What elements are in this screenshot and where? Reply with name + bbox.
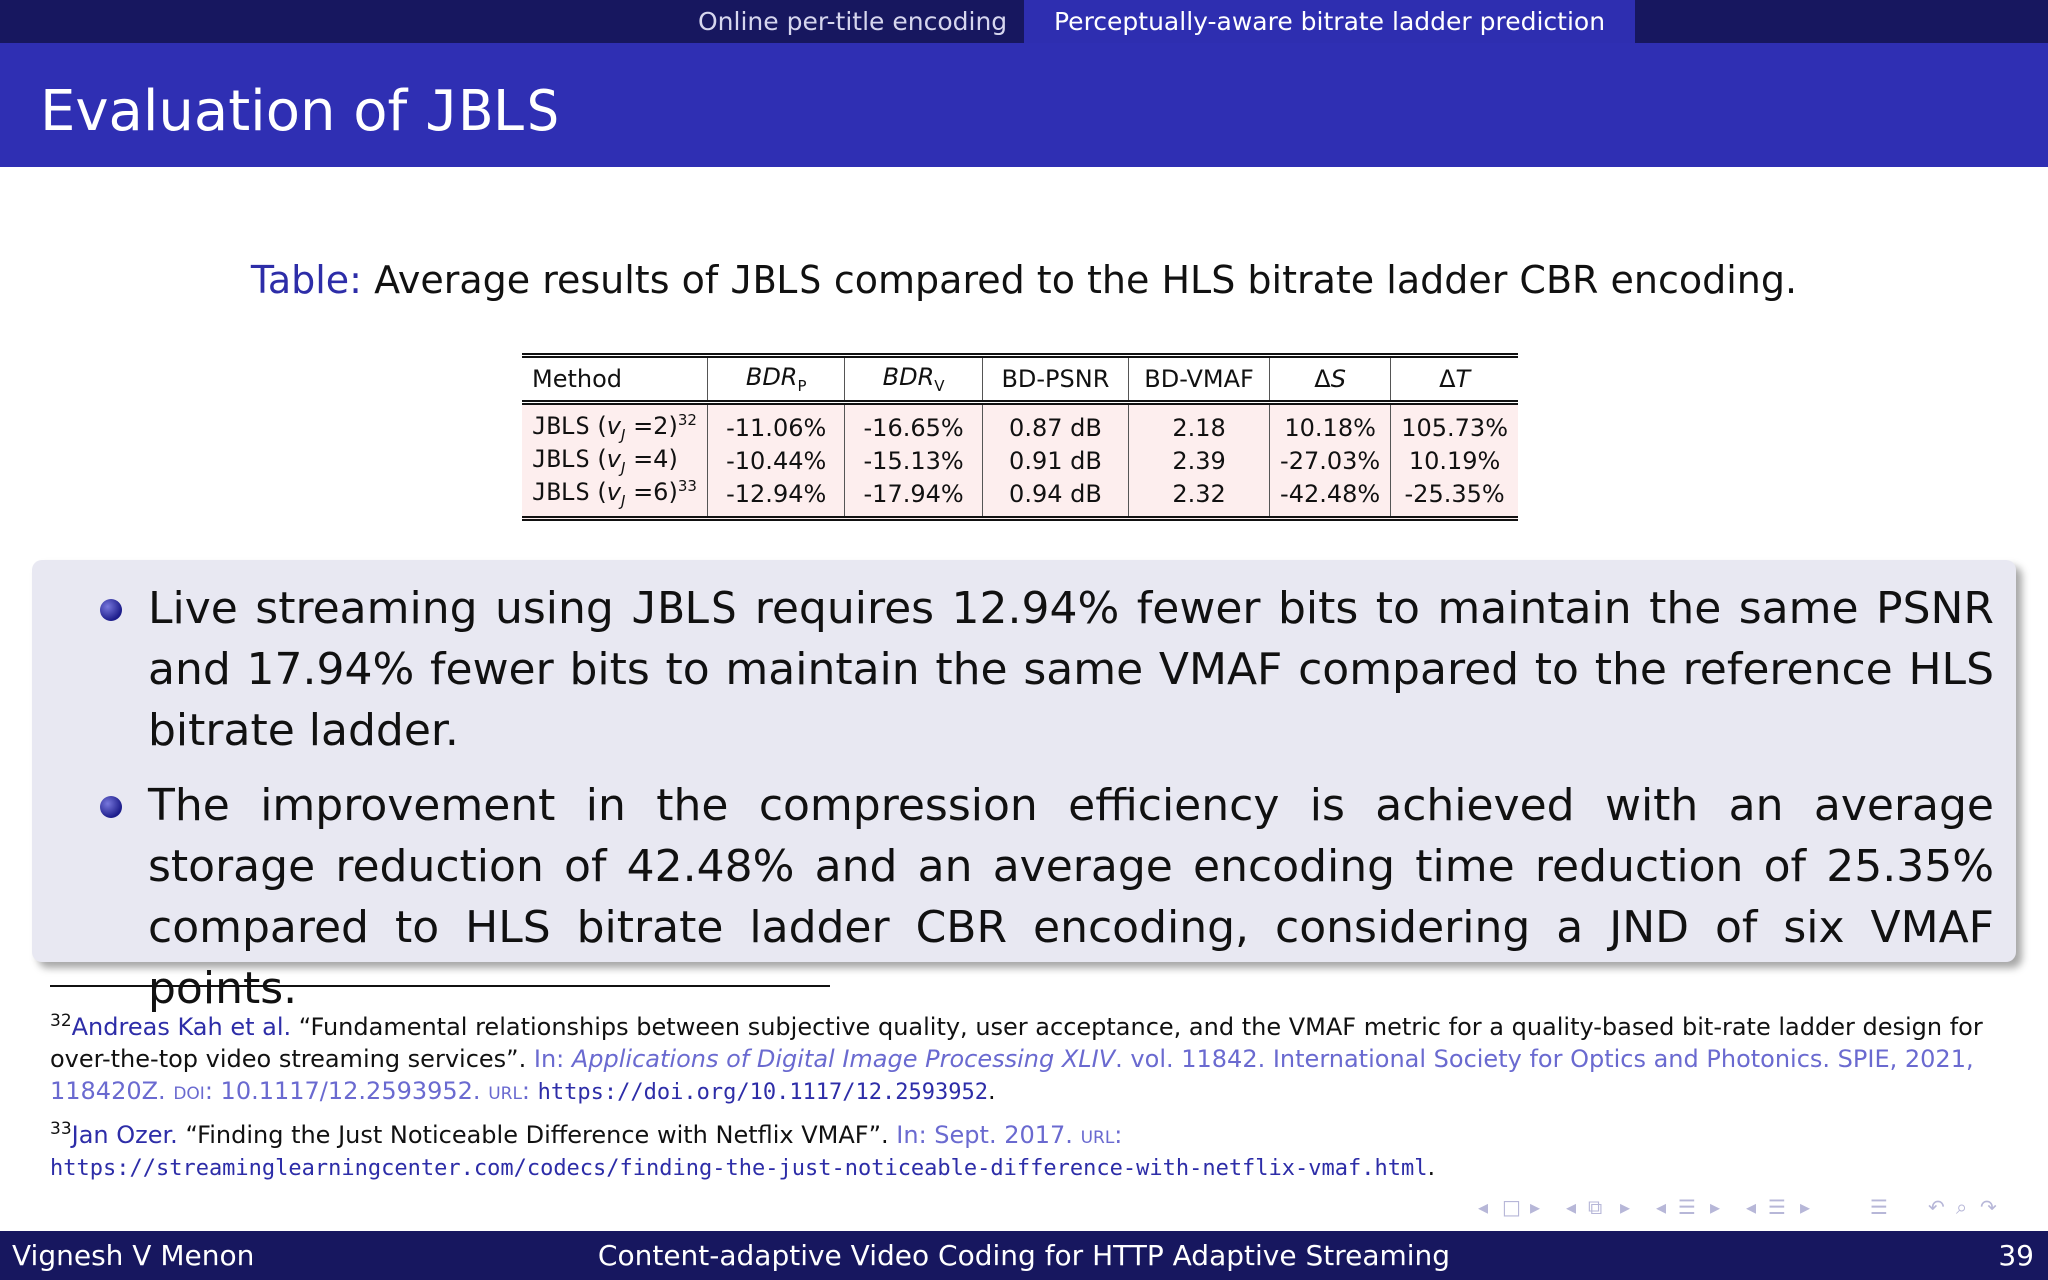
nav-prev-arrow-icon[interactable]: ◂ bbox=[1746, 1195, 1757, 1219]
nav-next-arrow-icon[interactable]: ▸ bbox=[1710, 1195, 1721, 1219]
bd-vmaf-cell: 2.18 bbox=[1129, 403, 1270, 445]
table-row bbox=[522, 444, 1518, 477]
footnote-32: $^{32}$Andreas Kah et al. “Fundamental relationships between subjective quality, user acceptance, and the VMAF metric for a quality-based bit-rate ladder design for over-the-top video streaming services”. In: Applications of Digital Image Processing XLIV. vol. 11842. International Society for Optics and Photonics. SPIE, 2021, 118420Z. doi: 10.1117/12.2593952. url: https://doi.org/10.1117/12.2593952. bbox=[50, 1011, 1983, 1105]
footer-bar bbox=[0, 1231, 2048, 1280]
header-bd-psnr: BD-PSNR bbox=[982, 356, 1128, 403]
bdrp-cell: -11.06% bbox=[708, 403, 845, 445]
bd-vmaf-cell: 2.39 bbox=[1129, 444, 1270, 477]
subsection-icon[interactable]: ⧉ bbox=[1588, 1195, 1603, 1219]
footnote-33: $^{33}$Jan Ozer. “Finding the Just Noticeable Difference with Netflix VMAF”. In: Sept. 2017. url: https://streaminglearningcenter.com/codecs/finding-the-just-noticeable-difference-with-netflix-vmaf.html. bbox=[50, 1119, 1436, 1181]
delta-t-cell: -25.35% bbox=[1391, 477, 1518, 519]
bullet-list bbox=[32, 560, 2016, 1019]
nav-next-arrow-icon[interactable]: ▸ bbox=[1530, 1195, 1541, 1219]
header-bd-vmaf: BD-VMAF bbox=[1129, 356, 1270, 403]
bullet-icon bbox=[100, 796, 122, 818]
frame-title-bar bbox=[0, 43, 2048, 167]
top-navigation-bar bbox=[0, 0, 2048, 43]
bullet-icon bbox=[100, 599, 122, 621]
summary-block bbox=[32, 560, 2016, 1014]
header-delta-t: ΔT bbox=[1391, 356, 1518, 403]
bd-psnr-cell: 0.94 dB bbox=[982, 477, 1128, 519]
method-cell: JBLS $(v_J =6)^{33}$ bbox=[522, 477, 708, 519]
table-caption: Table: Average results of JBLS compared to the HLS bitrate ladder CBR encoding. bbox=[250, 258, 1798, 302]
bdrp-cell: -10.44% bbox=[708, 444, 845, 477]
frame-title: Evaluation of JBLS bbox=[40, 79, 560, 144]
header-bdrv: $BDR_V$ bbox=[845, 356, 982, 403]
nav-section-bitrate-ladder[interactable]: Perceptually-aware bitrate ladder prediction bbox=[1024, 0, 1635, 43]
presentation-icon[interactable]: ☰ bbox=[1768, 1195, 1786, 1219]
nav-prev-arrow-icon[interactable]: ◂ bbox=[1656, 1195, 1667, 1219]
table-row bbox=[522, 403, 1518, 445]
bullet-item-live-streaming: Live streaming using JBLS requires 12.94% fewer bits to maintain the same PSNR and 17.94% fewer bits to maintain the same VMAF compared to the reference HLS bitrate ladder. bbox=[148, 578, 1994, 761]
bdrv-cell: -17.94% bbox=[845, 477, 982, 519]
footnote-rule bbox=[50, 985, 830, 987]
footnote-32-doi-link[interactable]: 10.1117/12.2593952. bbox=[220, 1077, 481, 1105]
header-delta-s: ΔS bbox=[1270, 356, 1391, 403]
delta-s-cell: 10.18% bbox=[1270, 403, 1391, 445]
bdrv-cell: -15.13% bbox=[845, 444, 982, 477]
header-bdrp: $BDR_P$ bbox=[708, 356, 845, 403]
method-cell: JBLS $(v_J =4)$ bbox=[522, 444, 708, 477]
bullet-item-compression: The improvement in the compression efficiency is achieved with an average storage reduction of 42.48% and an average encoding time reduction of 25.35% compared to HLS bitrate ladder CBR encoding, considering a JND of six VMAF points. bbox=[148, 775, 1994, 1019]
bdrv-cell: -16.65% bbox=[845, 403, 982, 445]
title-code: JBLS bbox=[425, 79, 560, 144]
results-table bbox=[522, 353, 1518, 521]
nav-prev-arrow-icon[interactable]: ◂ bbox=[1566, 1195, 1577, 1219]
footer-talk-title: Content-adaptive Video Coding for HTTP Adaptive Streaming bbox=[597, 1239, 1451, 1272]
footnote-ref-32[interactable]: 32 bbox=[677, 411, 697, 430]
footnote-32-url-link[interactable]: https://doi.org/10.1117/12.2593952 bbox=[537, 1080, 988, 1105]
delta-t-cell: 10.19% bbox=[1391, 444, 1518, 477]
back-icon[interactable]: ↶ bbox=[1928, 1195, 1945, 1219]
appendix-icon[interactable]: ☰ bbox=[1870, 1195, 1888, 1219]
bd-psnr-cell: 0.87 dB bbox=[982, 403, 1128, 445]
delta-s-cell: -27.03% bbox=[1270, 444, 1391, 477]
delta-s-cell: -42.48% bbox=[1270, 477, 1391, 519]
nav-next-arrow-icon[interactable]: ▸ bbox=[1620, 1195, 1631, 1219]
header-method: Method bbox=[522, 356, 708, 403]
footer-author: Vignesh V Menon bbox=[12, 1239, 255, 1272]
beamer-navigation-symbols bbox=[1478, 1195, 2023, 1221]
table-header-row bbox=[522, 356, 1518, 403]
bd-psnr-cell: 0.91 dB bbox=[982, 444, 1128, 477]
footer-page-number: 39 bbox=[1998, 1239, 2034, 1272]
table-row bbox=[522, 477, 1518, 519]
bd-vmaf-cell: 2.32 bbox=[1129, 477, 1270, 519]
search-icon[interactable]: ⌕ bbox=[1956, 1195, 1968, 1219]
footnote-32-author-link[interactable]: Andreas Kah et al. bbox=[71, 1013, 292, 1041]
nav-next-arrow-icon[interactable]: ▸ bbox=[1800, 1195, 1811, 1219]
forward-icon[interactable]: ↷ bbox=[1980, 1195, 1997, 1219]
bdrp-cell: -12.94% bbox=[708, 477, 845, 519]
delta-t-cell: 105.73% bbox=[1391, 403, 1518, 445]
footnote-33-url-link[interactable]: https://streaminglearningcenter.com/codecs/finding-the-just-noticeable-difference-with-netflix-vmaf.html bbox=[50, 1156, 1428, 1181]
nav-section-online-per-title[interactable]: Online per-title encoding bbox=[698, 7, 1008, 36]
nav-prev-arrow-icon[interactable]: ◂ bbox=[1478, 1195, 1489, 1219]
section-icon[interactable]: ☰ bbox=[1678, 1195, 1696, 1219]
footnote-ref-33[interactable]: 33 bbox=[677, 477, 697, 496]
footnote-33-author-link[interactable]: Jan Ozer. bbox=[71, 1121, 178, 1149]
method-cell: JBLS $(v_J =2)^{32}$ bbox=[522, 403, 708, 445]
frame-icon[interactable]: □ bbox=[1502, 1195, 1521, 1219]
caption-label: Table: bbox=[250, 258, 362, 302]
